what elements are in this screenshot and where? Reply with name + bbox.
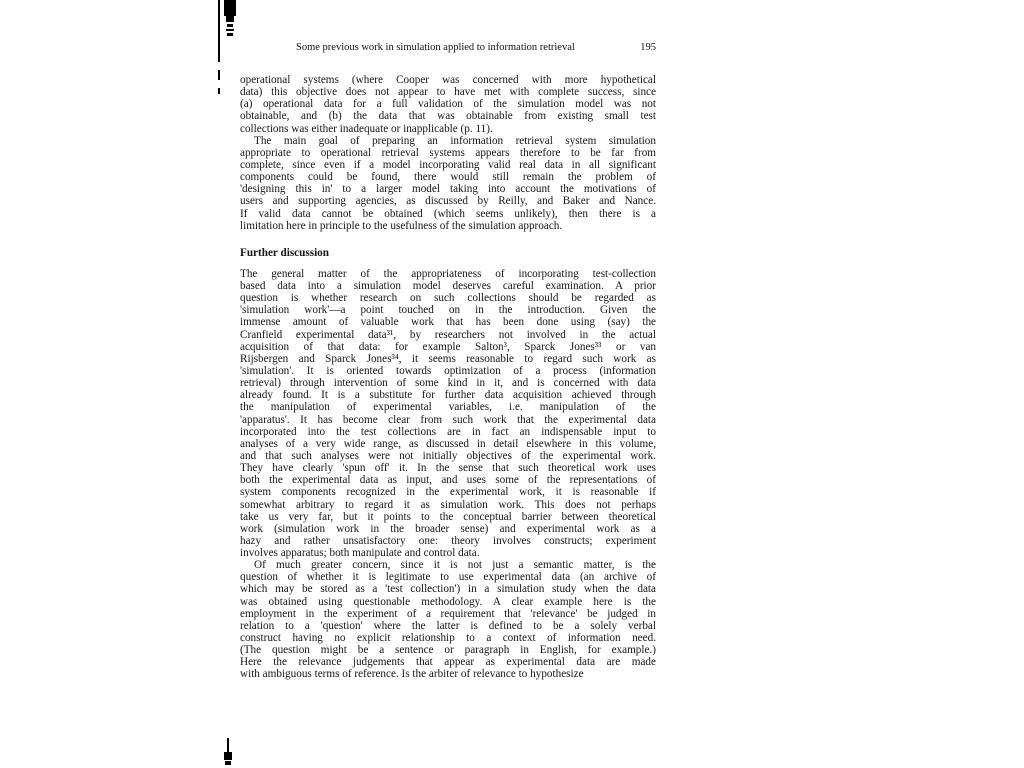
text-line: and that such analyses were not initially objectives of the experimental work.	[240, 449, 656, 462]
text-line: take us very far, but it points to the conceptual barrier between theoretical	[240, 510, 656, 523]
text-line: relation to a 'question' where the latter is defined to be a solely verbal	[240, 619, 656, 632]
text-line: construct having no explicit relationship to a context of information need.	[240, 632, 656, 645]
text-line: 'simulation work'—a point touched on in the introduction. Given the	[240, 304, 656, 317]
text-line: employment in the experiment of a requirement that 'relevance' be judged in	[240, 607, 656, 620]
text-line: Rijsbergen and Sparck Jones³⁴, it seems reasonable to regard such work as	[240, 352, 656, 365]
text-line: somewhat arbitrary to regard it as simulation work. This does not perhaps	[240, 498, 656, 511]
text-line: retrieval) through intervention of some kind in it, and is concerned with data	[240, 377, 656, 390]
text-line: both the experimental data as input, and uses some of the representations of	[240, 474, 656, 487]
text-line: complete, since even if a model incorporating valid real data in all significant	[240, 158, 656, 171]
text-line: Cranfield experimental data³¹, by researchers not involved in the actual	[240, 328, 656, 341]
text-line: which may be stored as a 'test collection') in a simulation study when the data	[240, 583, 656, 596]
paragraph	[240, 559, 656, 680]
text-line: 'apparatus'. It has become clear from such work that the experimental data	[240, 413, 656, 426]
text-line: They have clearly 'spun off' it. In the sense that such theoretical work uses	[240, 462, 656, 475]
scan-edge-line	[218, 0, 220, 62]
running-title: Some previous work in simulation applied to information retrieval	[296, 42, 575, 53]
spacer	[240, 232, 656, 246]
text-line: system components recognized in the experimental work, it is reasonable if	[240, 486, 656, 499]
text-line: already found. It is a substitute for further data acquisition achieved through	[240, 389, 656, 402]
text-line: analyses of a very wide range, as discussed in detail elsewhere in this volume,	[240, 437, 656, 450]
text-line: question is whether research on such collections should be regarded as	[240, 292, 656, 305]
scan-artifact-bottom	[222, 738, 234, 768]
scan-edge-tick	[218, 70, 220, 80]
text-line: immense amount of valuable work that has been done using (say) the	[240, 316, 656, 329]
text-line: acquisition of that data: for example Salton³, Sparck Jones³³ or van	[240, 340, 656, 353]
text-line: limitation here in principle to the usefulness of the simulation approach.	[240, 219, 563, 232]
paragraph	[240, 74, 656, 135]
body-text	[240, 74, 656, 681]
text-line: Here the relevance judgements that appear as experimental data are made	[240, 656, 656, 669]
text-line: was obtained using questionable methodology. A clear example here is the	[240, 595, 656, 608]
paragraph	[240, 135, 656, 232]
text-line: The general matter of the appropriateness of incorporating test-collection	[240, 267, 656, 280]
scan-artifact-top	[224, 0, 236, 38]
paragraphs-after-heading	[240, 268, 656, 681]
text-line: (The question might be a sentence or paragraph in English, for example.)	[240, 644, 656, 657]
paragraph	[240, 268, 656, 559]
text-line: data) this objective does not appear to have met with complete success, since	[240, 86, 656, 99]
text-line: (a) operational data for a full validation of the simulation model was not	[240, 98, 656, 111]
text-line: hazy and rather unsatisfactory one: theory involves constructs; experiment	[240, 534, 656, 547]
text-line: The main goal of preparing an information retrieval system simulation	[254, 134, 656, 147]
text-line: involves apparatus; both manipulate and control data.	[240, 547, 480, 560]
text-line: incorporated into the test collections are in fact an indispensable input to	[240, 425, 656, 438]
text-line: question of whether it is legitimate to use experimental data (an archive of	[240, 571, 656, 584]
text-line: 'simulation'. It is oriented towards optimization of a process (information	[240, 364, 656, 377]
text-line: work (simulation work in the broader sense) and experimental work as a	[240, 522, 656, 535]
text-line: appropriate to operational retrieval systems appears therefore to be far from	[240, 146, 656, 159]
paragraphs-before-heading	[240, 74, 656, 232]
page-number: 195	[640, 42, 656, 53]
text-line: obtainable, and (b) the data that was obtainable from existing small test	[240, 110, 656, 123]
text-line: components could be found, there would still remain the problem of	[240, 171, 656, 184]
scan-edge-tick	[218, 88, 220, 94]
text-line: If valid data cannot be obtained (which seems unlikely), then there is a	[240, 207, 656, 220]
text-line: the manipulation of experimental variables, i.e. manipulation of the	[240, 401, 656, 414]
text-line: users and supporting agencies, as discussed by Reilly, and Baker and Nance.	[240, 195, 656, 208]
text-line: operational systems (where Cooper was concerned with more hypothetical	[240, 74, 656, 86]
text-line: based data into a simulation model deserves careful examination. A prior	[240, 279, 656, 292]
text-line: Of much greater concern, since it is not just a semantic matter, is the	[254, 559, 656, 572]
section-heading: Further discussion	[240, 246, 329, 259]
running-header	[296, 42, 656, 53]
text-line: with ambiguous terms of reference. Is the arbiter of relevance to hypothesize	[240, 668, 584, 681]
text-line: 'designing this in' to a larger model taking into account the motivations of	[240, 183, 656, 196]
text-line: collections was either inadequate or inapplicable (p. 11).	[240, 122, 493, 135]
